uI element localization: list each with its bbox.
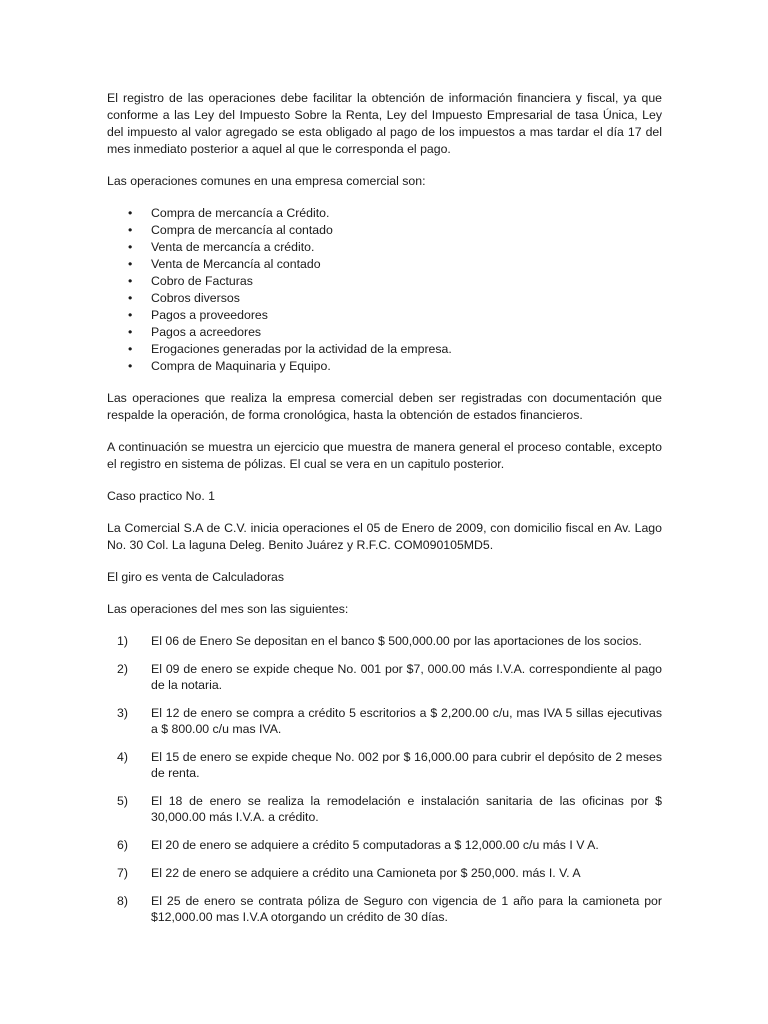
list-item <box>107 256 662 273</box>
bullet-icon: • <box>128 359 133 373</box>
operation-item <box>107 865 662 881</box>
list-item-text: Cobros diversos <box>151 291 240 305</box>
operation-number: 3) <box>117 706 128 720</box>
operation-item <box>107 633 662 649</box>
operation-text: El 22 de enero se adquiere a crédito una Camioneta por $ 250,000. más I. V. A <box>151 866 581 880</box>
operation-text: El 18 de enero se realiza la remodelación e instalación sanitaria de las oficinas por $ 30,000.00 más I.V.A. a crédito. <box>151 794 662 824</box>
list-item <box>107 290 662 307</box>
list-item-text: Cobro de Facturas <box>151 274 253 288</box>
operation-item <box>107 837 662 853</box>
ejercicio-paragraph: A continuación se muestra un ejercicio que muestra de manera general el proceso contable, excepto el registro en sistema de pólizas. El cual se vera en un capitulo posterior. <box>107 440 662 471</box>
bullet-icon: • <box>128 308 133 322</box>
giro-paragraph: El giro es venta de Calculadoras <box>107 570 285 584</box>
operations-numbered-list <box>107 633 662 925</box>
list-item-text: Erogaciones generadas por la actividad de la empresa. <box>151 342 452 356</box>
list-intro: Las operaciones comunes en una empresa comercial son: <box>107 174 426 188</box>
operation-item <box>107 705 662 737</box>
list-item-text: Pagos a proveedores <box>151 308 268 322</box>
bullet-icon: • <box>128 257 133 271</box>
bullet-icon: • <box>128 342 133 356</box>
bullet-icon: • <box>128 223 133 237</box>
bullet-icon: • <box>128 274 133 288</box>
operation-text: El 12 de enero se compra a crédito 5 escritorios a $ 2,200.00 c/u, mas IVA 5 sillas ejecutivas a $ 800.00 c/u mas IVA. <box>151 706 662 736</box>
list-item-text: Compra de mercancía al contado <box>151 223 333 237</box>
operation-number: 2) <box>117 662 128 676</box>
list-item <box>107 205 662 222</box>
operation-number: 1) <box>117 634 128 648</box>
comercial-paragraph: La Comercial S.A de C.V. inicia operaciones el 05 de Enero de 2009, con domicilio fiscal en Av. Lago No. 30 Col. La laguna Deleg. Benito Juárez y R.F.C. COM090105MD5. <box>107 521 662 552</box>
intro-paragraph: El registro de las operaciones debe facilitar la obtención de información financiera y fiscal, ya que conforme a las Ley del Impuesto Sobre la Renta, Ley del Impuesto Empresarial de tasa Única, Ley del impuesto al valor agregado se esta obligado al pago de los impuestos a mas tardar el día 17 del mes inmediato posterior a aquel al que le corresponda el pago. <box>107 91 662 156</box>
operations-intro: Las operaciones del mes son las siguientes: <box>107 602 349 616</box>
list-item <box>107 273 662 290</box>
list-item-text: Venta de mercancía a crédito. <box>151 240 315 254</box>
operation-number: 6) <box>117 838 128 852</box>
list-item <box>107 358 662 375</box>
operation-item <box>107 893 662 925</box>
list-item <box>107 307 662 324</box>
bullet-icon: • <box>128 206 133 220</box>
operation-number: 4) <box>117 750 128 764</box>
registro-paragraph: Las operaciones que realiza la empresa comercial deben ser registradas con documentación que respalde la operación, de forma cronológica, hasta la obtención de estados financieros. <box>107 391 662 422</box>
operation-text: El 06 de Enero Se depositan en el banco $ 500,000.00 por las aportaciones de los socios. <box>151 634 642 648</box>
document-page <box>107 90 662 937</box>
operation-text: El 25 de enero se contrata póliza de Seguro con vigencia de 1 año para la camioneta por $12,000.00 mas I.V.A otorgando un crédito de 30 días. <box>151 894 662 924</box>
operation-number: 5) <box>117 794 128 808</box>
bullet-icon: • <box>128 291 133 305</box>
list-item-text: Pagos a acreedores <box>151 325 262 339</box>
list-item <box>107 239 662 256</box>
operation-number: 8) <box>117 894 128 908</box>
bullet-icon: • <box>128 325 133 339</box>
operation-item <box>107 793 662 825</box>
operation-item <box>107 749 662 781</box>
operations-bullet-list <box>107 205 662 375</box>
operation-item <box>107 661 662 693</box>
operation-text: El 09 de enero se expide cheque No. 001 por $7, 000.00 más I.V.A. correspondiente al pago de la notaria. <box>151 662 662 692</box>
list-item <box>107 222 662 239</box>
list-item <box>107 341 662 358</box>
list-item-text: Compra de mercancía a Crédito. <box>151 206 330 220</box>
list-item-text: Compra de Maquinaria y Equipo. <box>151 359 331 373</box>
case-title: Caso practico No. 1 <box>107 489 215 503</box>
operation-number: 7) <box>117 866 128 880</box>
operation-text: El 20 de enero se adquiere a crédito 5 computadoras a $ 12,000.00 c/u más I V A. <box>151 838 599 852</box>
operation-text: El 15 de enero se expide cheque No. 002 por $ 16,000.00 para cubrir el depósito de 2 meses de renta. <box>151 750 662 780</box>
bullet-icon: • <box>128 240 133 254</box>
list-item <box>107 324 662 341</box>
list-item-text: Venta de Mercancía al contado <box>151 257 321 271</box>
